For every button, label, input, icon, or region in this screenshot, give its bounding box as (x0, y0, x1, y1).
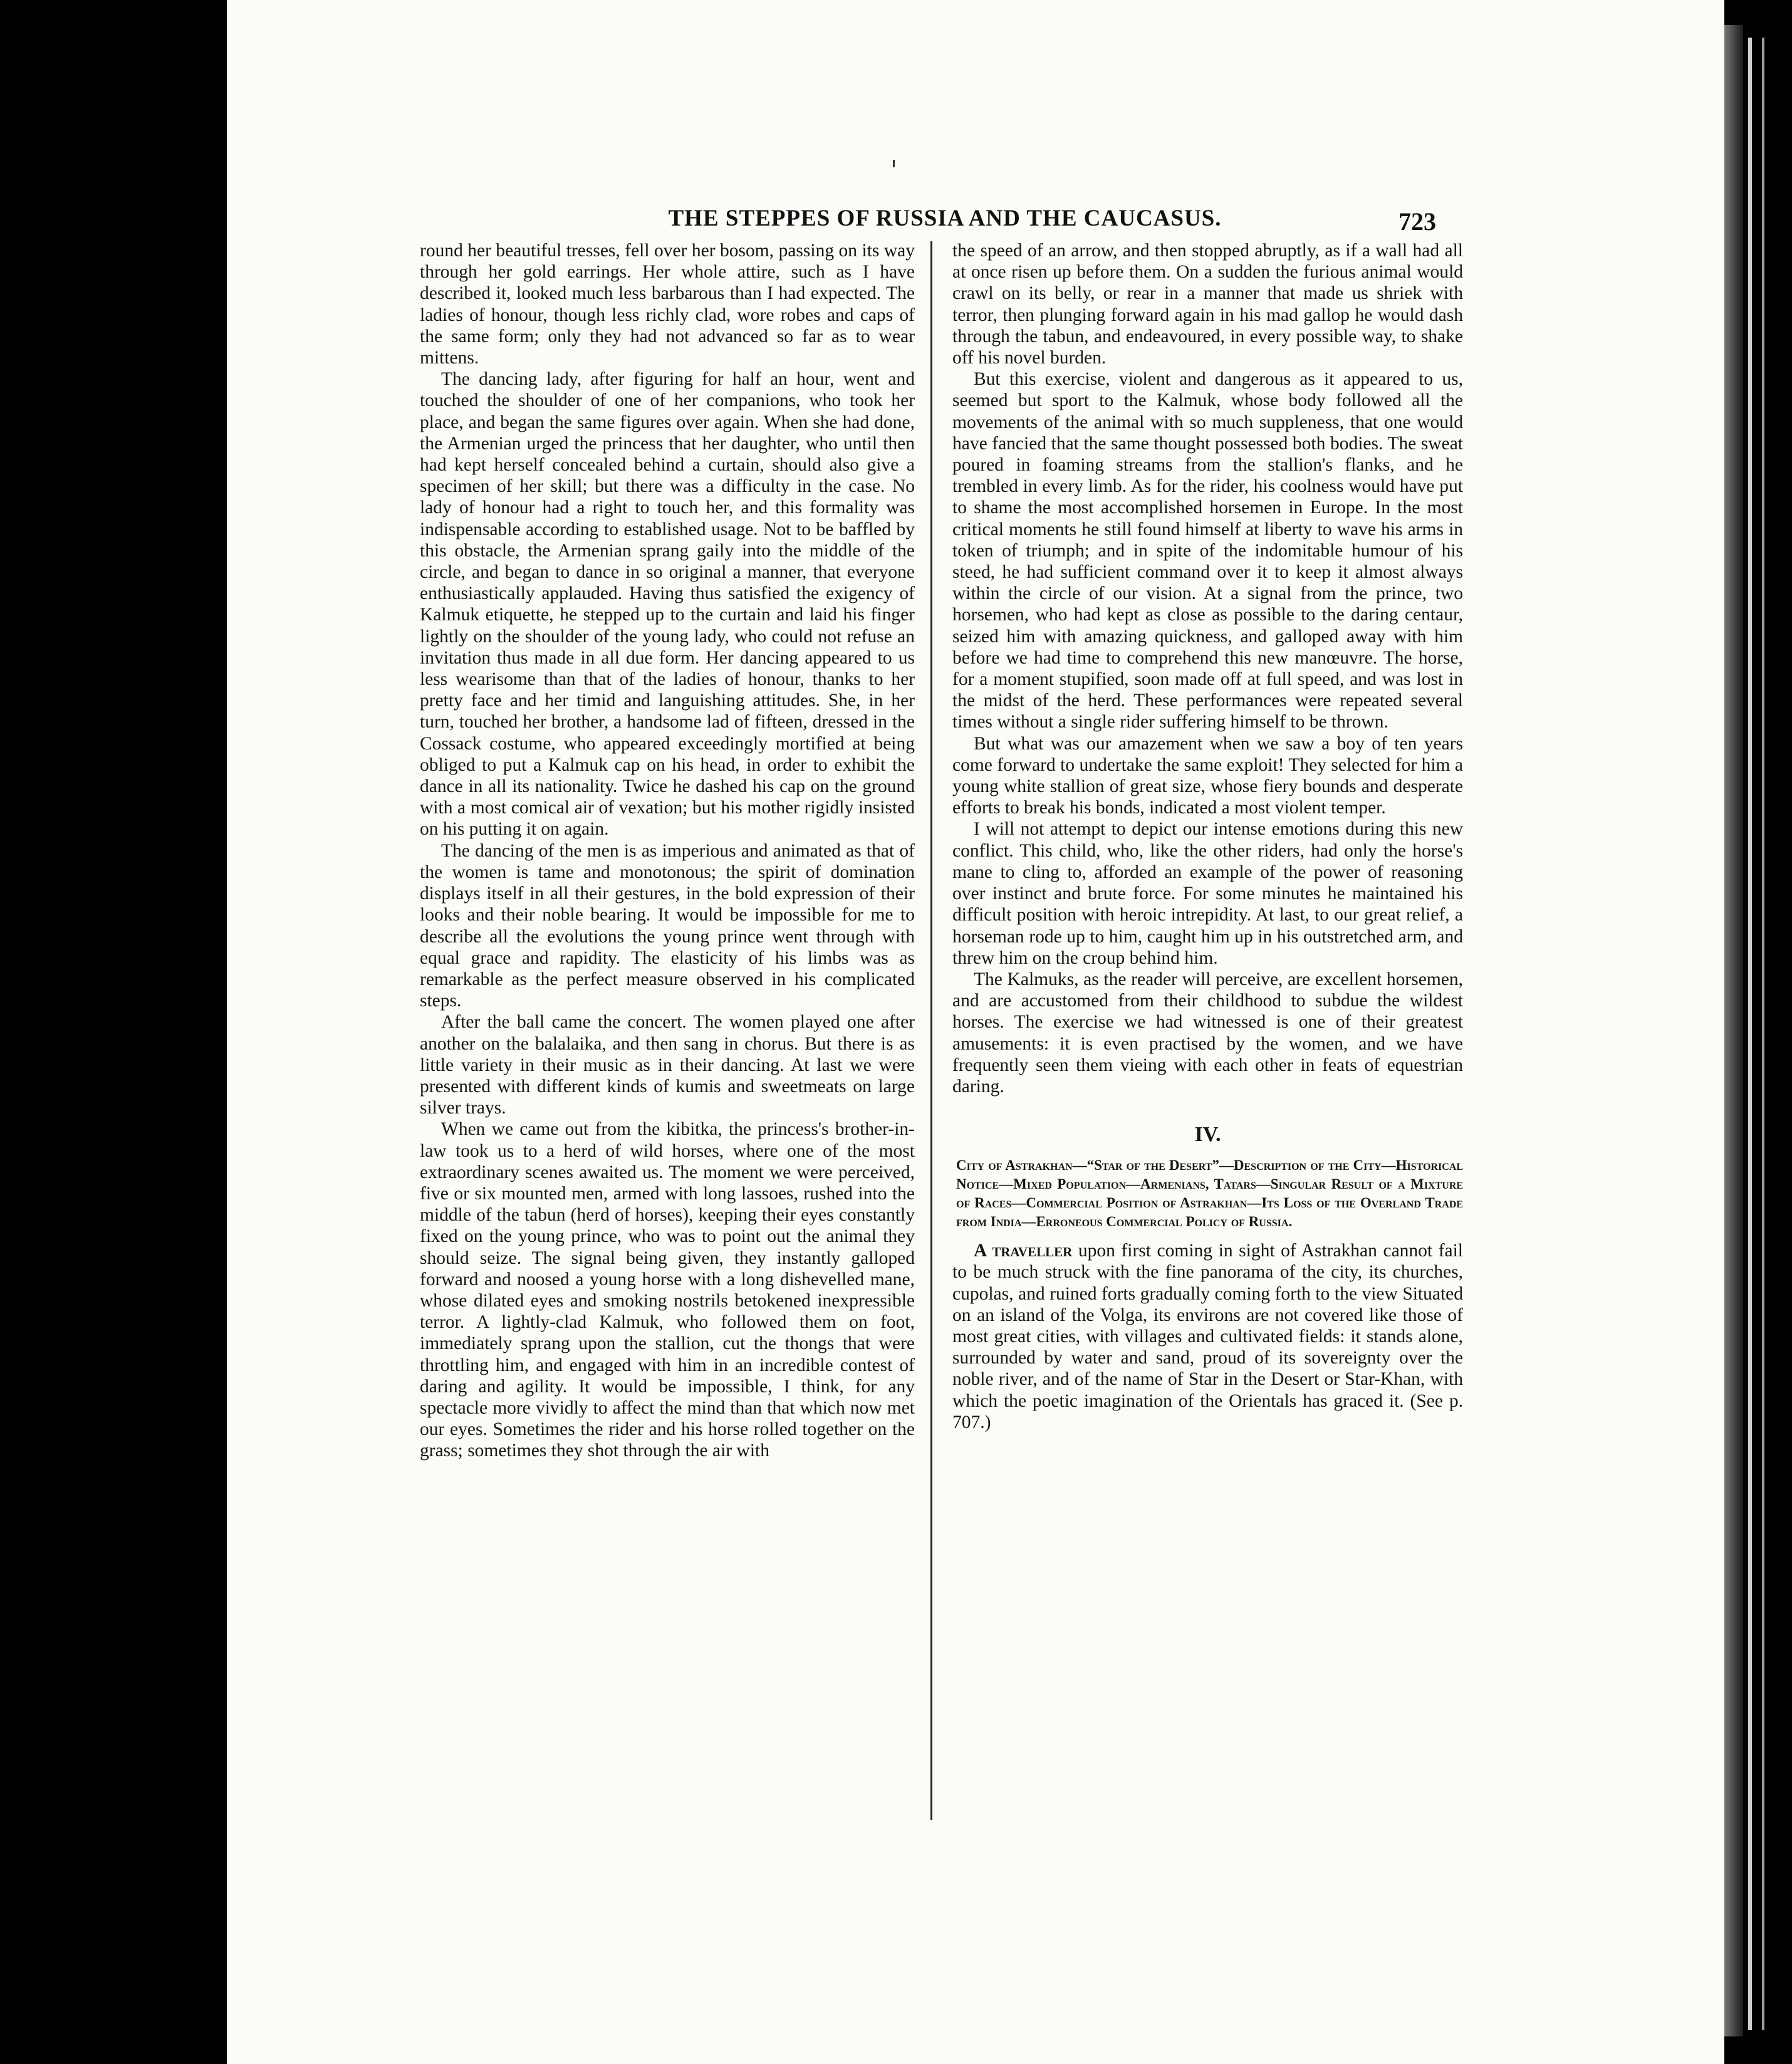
page-edge-strip (1748, 38, 1752, 2030)
stray-ink-mark (893, 160, 895, 167)
page-number: 723 (1399, 207, 1436, 236)
paragraph: The Kalmuks, as the reader will perceive, are excellent horsemen, and are accustomed from their childhood to subdue the wildest horses. The exercise we had witnessed is one of their greatest amusements: it is even practised by the women, and we have frequently seen them vieing with each other in feats of equestrian daring. (952, 969, 1463, 1097)
right-column (952, 240, 1463, 1433)
paragraph: After the ball came the concert. The women played one after another on the balalaika, and then sang in chorus. But there is as little variety in their music as in their dancing. At last we were presented with different kinds of kumis and sweetmeats on large silver trays. (420, 1012, 915, 1118)
page-edge-strip (1762, 38, 1764, 2030)
page-edge-shadow (1724, 25, 1743, 2036)
chapter-summary: City of Astrakhan—“Star of the Desert”—Description of the City—Historical Notice—Mixed Population—Armenians, Tatars—Singular Result of a Mixture of Races—Commercial Position of Astrakhan—Its Loss of the Overland Trade from India—Erroneous Commercial Policy of Russia. (956, 1157, 1463, 1230)
column-divider (930, 241, 932, 1820)
paragraph (952, 1240, 1463, 1433)
paragraph: I will not attempt to depict our intense emotions during this new conflict. This child, who, like the other riders, had only the horse's mane to cling to, afforded an example of the power of reasoning over instinct and brute force. For some minutes he maintained his difficult position with heroic intrepidity. At last, to our great relief, a horseman rode up to him, caught him up in his outstretched arm, and threw him on the croup behind him. (952, 819, 1463, 968)
lead-in: A traveller (974, 1241, 1073, 1261)
paragraph: But what was our amazement when we saw a boy of ten years come forward to undertake the same exploit! They selected for him a young white stallion of great size, whose fiery bounds and desperate efforts to break his bonds, indicated a most violent temper. (952, 733, 1463, 818)
paragraph: The dancing of the men is as imperious and animated as that of the women is tame and monotonous; the spirit of domination displays itself in all their gestures, in the bold expression of their looks and their noble bearing. It would be impossible for me to describe all the evolutions the young prince went through with equal grace and rapidity. The elasticity of his limbs was as remarkable as the perfect measure observed in his complicated steps. (420, 840, 915, 1011)
paragraph: The dancing lady, after figuring for half an hour, went and touched the shoulder of one of her companions, who took her place, and began the same figures over again. When she had done, the Armenian urged the princess that her daughter, who until then had kept herself concealed behind a curtain, should also give a specimen of her skill; but there was a difficulty in the case. No lady of honour had a right to touch her, and this formality was indispensable according to established usage. Not to be baffled by this obstacle, the Armenian sprang gaily into the middle of the circle, and began to dance in so original a manner, that everyone enthusiastically applauded. Having thus satisfied the exigency of Kalmuk etiquette, he stepped up to the curtain and laid his finger lightly on the shoulder of the young lady, who could not refuse an invitation thus made in all due form. Her dancing appeared to us less wearisome than that of the ladies of honour, thanks to her pretty face and her timid and languishing attitudes. She, in her turn, touched her brother, a handsome lad of fifteen, dressed in the Cossack costume, who appeared exceedingly mortified at being obliged to put a Kalmuk cap on his head, in order to exhibit the dance in all its nationality. Twice he dashed his cap on the ground with a most comical air of vexation; but his mother rigidly insisted on his putting it on again. (420, 369, 915, 840)
paragraph: the speed of an arrow, and then stopped abruptly, as if a wall had all at once risen up before them. On a sudden the furious animal would crawl on its belly, or rear in a manner that made us shriek with terror, then plunging forward again in his mad gallop he would dash through the tabun, and endeavoured, in every possible way, to shake off his novel burden. (952, 241, 1463, 368)
running-header: THE STEPPES OF RUSSIA AND THE CAUCASUS. (668, 206, 1222, 231)
paragraph: But this exercise, violent and dangerous as it appeared to us, seemed but sport to the Kalmuk, whose body followed all the movements of the animal with so much suppleness, that one would have fancied that the same thought possessed both bodies. The sweat poured in foaming streams from the stallion's flanks, and he trembled in every limb. As for the rider, his coolness would have put to shame the most accomplished horsemen in Europe. In the most critical moments he still found himself at liberty to wave his arms in token of triumph; and in spite of the indomitable humour of his steed, he had sufficient command over it to keep it almost always within the circle of our vision. At a signal from the prince, two horsemen, who had kept as close as possible to the daring centaur, seized him with amazing quickness, and galloped away with him before we had time to comprehend this new manœuvre. The horse, for a moment stupified, soon made off at full speed, and was lost in the midst of the herd. These performances were repeated several times without a single rider suffering himself to be thrown. (952, 369, 1463, 732)
left-column (420, 240, 915, 1462)
paragraph-text: upon first coming in sight of Astrakhan cannot fail to be much struck with the fine panorama of the city, its churches, cupolas, and ruined forts gradually coming forth to the view Situated on an island of the Volga, its environs are not covered like those of most great cities, with villages and cultivated fields: it stands alone, surrounded by water and sand, proud of its sovereignty over the noble river, and of the name of Star in the Desert or Star-Khan, with which the poetic imagination of the Orientals has graced it. (See p. 707.) (952, 1241, 1464, 1432)
paragraph: When we came out from the kibitka, the princess's brother-in-law took us to a herd of wild horses, where one of the most extraordinary scenes awaited us. The moment we were perceived, five or six mounted men, armed with long lassoes, rushed into the middle of the tabun (herd of horses), keeping their eyes constantly fixed on the young prince, who was to point out the animal they should seize. The signal being given, they instantly galloped forward and noosed a young horse with a long dishevelled mane, whose dilated eyes and smoking nostrils betokened inexpressible terror. A lightly-clad Kalmuk, who followed them on foot, immediately sprang upon the stallion, cut the thongs that were throttling him, and engaged with him in an incredible contest of daring and agility. It would be impossible, I think, for any spectacle more vividly to affect the mind than that which now met our eyes. Sometimes the rider and his horse rolled together on the grass; sometimes they shot through the air with (420, 1119, 915, 1461)
paragraph: round her beautiful tresses, fell over her bosom, passing on its way through her gold earrings. Her whole attire, such as I have described it, looked much less barbarous than I had expected. The ladies of honour, though less richly clad, wore robes and caps of the same form; only they had not advanced so far as to wear mittens. (420, 241, 915, 368)
section-heading: IV. (1194, 1123, 1221, 1147)
